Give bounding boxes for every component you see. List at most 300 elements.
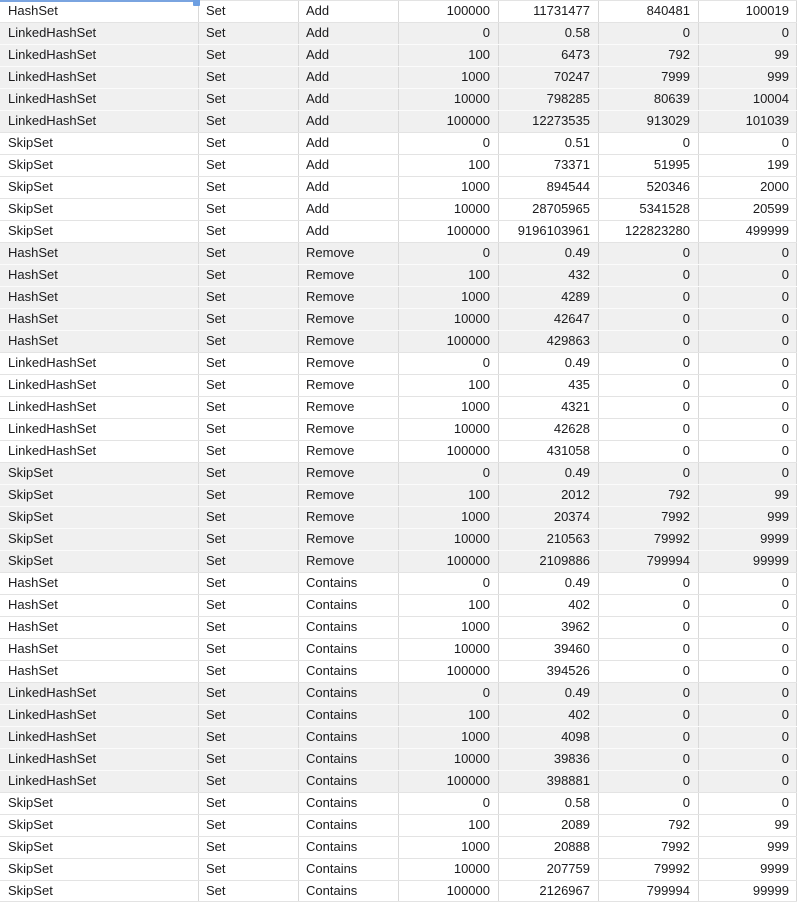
table-row[interactable]	[0, 572, 797, 594]
cell-collection[interactable]: LinkedHashSet	[0, 397, 199, 418]
cell-size[interactable]: 1000	[399, 67, 499, 88]
cell-metric-3[interactable]: 99	[699, 485, 797, 506]
cell-metric-1[interactable]: 431058	[499, 441, 599, 462]
cell-metric-1[interactable]: 0.49	[499, 683, 599, 704]
cell-metric-2[interactable]: 7999	[599, 67, 699, 88]
cell-collection[interactable]: SkipSet	[0, 485, 199, 506]
cell-collection[interactable]: HashSet	[0, 661, 199, 682]
cell-collection[interactable]: SkipSet	[0, 221, 199, 242]
cell-metric-1[interactable]: 402	[499, 705, 599, 726]
cell-category[interactable]: Set	[199, 573, 299, 594]
cell-metric-2[interactable]: 0	[599, 265, 699, 286]
cell-metric-1[interactable]: 394526	[499, 661, 599, 682]
cell-collection[interactable]: SkipSet	[0, 177, 199, 198]
cell-category[interactable]: Set	[199, 441, 299, 462]
cell-size[interactable]: 1000	[399, 837, 499, 858]
cell-metric-1[interactable]: 20888	[499, 837, 599, 858]
cell-operation[interactable]: Contains	[299, 661, 399, 682]
cell-metric-2[interactable]: 0	[599, 463, 699, 484]
cell-collection[interactable]: SkipSet	[0, 463, 199, 484]
cell-operation[interactable]: Contains	[299, 705, 399, 726]
cell-operation[interactable]: Contains	[299, 793, 399, 814]
cell-size[interactable]: 0	[399, 683, 499, 704]
cell-size[interactable]: 10000	[399, 859, 499, 880]
cell-operation[interactable]: Contains	[299, 639, 399, 660]
cell-operation[interactable]: Add	[299, 45, 399, 66]
cell-metric-2[interactable]: 7992	[599, 507, 699, 528]
cell-metric-1[interactable]: 39836	[499, 749, 599, 770]
cell-size[interactable]: 100000	[399, 331, 499, 352]
cell-operation[interactable]: Add	[299, 177, 399, 198]
cell-metric-1[interactable]: 42647	[499, 309, 599, 330]
cell-collection[interactable]: SkipSet	[0, 133, 199, 154]
cell-collection[interactable]: LinkedHashSet	[0, 771, 199, 792]
cell-category[interactable]: Set	[199, 485, 299, 506]
cell-metric-3[interactable]: 0	[699, 661, 797, 682]
cell-operation[interactable]: Add	[299, 23, 399, 44]
cell-category[interactable]: Set	[199, 749, 299, 770]
cell-collection[interactable]: LinkedHashSet	[0, 111, 199, 132]
table-row[interactable]	[0, 836, 797, 858]
table-row[interactable]	[0, 638, 797, 660]
cell-size[interactable]: 100	[399, 705, 499, 726]
table-row[interactable]	[0, 528, 797, 550]
cell-operation[interactable]: Contains	[299, 859, 399, 880]
cell-metric-3[interactable]: 999	[699, 67, 797, 88]
table-row[interactable]	[0, 726, 797, 748]
cell-metric-1[interactable]: 70247	[499, 67, 599, 88]
cell-category[interactable]: Set	[199, 463, 299, 484]
cell-metric-2[interactable]: 0	[599, 705, 699, 726]
cell-category[interactable]: Set	[199, 881, 299, 901]
cell-collection[interactable]: LinkedHashSet	[0, 441, 199, 462]
cell-metric-1[interactable]: 210563	[499, 529, 599, 550]
cell-operation[interactable]: Remove	[299, 529, 399, 550]
cell-metric-3[interactable]: 0	[699, 441, 797, 462]
cell-collection[interactable]: LinkedHashSet	[0, 683, 199, 704]
cell-size[interactable]: 100000	[399, 881, 499, 901]
cell-metric-3[interactable]: 199	[699, 155, 797, 176]
cell-operation[interactable]: Remove	[299, 397, 399, 418]
cell-metric-1[interactable]: 402	[499, 595, 599, 616]
cell-metric-3[interactable]: 0	[699, 793, 797, 814]
cell-size[interactable]: 0	[399, 573, 499, 594]
cell-metric-1[interactable]: 435	[499, 375, 599, 396]
cell-category[interactable]: Set	[199, 353, 299, 374]
cell-metric-1[interactable]: 4289	[499, 287, 599, 308]
cell-metric-2[interactable]: 913029	[599, 111, 699, 132]
cell-size[interactable]: 0	[399, 23, 499, 44]
cell-category[interactable]: Set	[199, 683, 299, 704]
table-row[interactable]	[0, 550, 797, 572]
cell-metric-2[interactable]: 0	[599, 639, 699, 660]
cell-size[interactable]: 100	[399, 595, 499, 616]
table-row[interactable]	[0, 484, 797, 506]
cell-size[interactable]: 1000	[399, 617, 499, 638]
cell-size[interactable]: 100	[399, 815, 499, 836]
cell-metric-1[interactable]: 2109886	[499, 551, 599, 572]
cell-collection[interactable]: LinkedHashSet	[0, 353, 199, 374]
cell-metric-3[interactable]: 0	[699, 243, 797, 264]
table-row[interactable]	[0, 704, 797, 726]
table-row[interactable]	[0, 242, 797, 264]
cell-collection[interactable]: SkipSet	[0, 793, 199, 814]
cell-collection[interactable]: LinkedHashSet	[0, 705, 199, 726]
cell-collection[interactable]: SkipSet	[0, 529, 199, 550]
cell-metric-3[interactable]: 99999	[699, 551, 797, 572]
table-row[interactable]	[0, 308, 797, 330]
cell-category[interactable]: Set	[199, 661, 299, 682]
cell-category[interactable]: Set	[199, 617, 299, 638]
cell-operation[interactable]: Add	[299, 89, 399, 110]
cell-selection-fill-handle[interactable]	[193, 0, 200, 6]
cell-metric-1[interactable]: 429863	[499, 331, 599, 352]
cell-size[interactable]: 0	[399, 463, 499, 484]
cell-metric-1[interactable]: 894544	[499, 177, 599, 198]
cell-operation[interactable]: Remove	[299, 507, 399, 528]
table-row[interactable]	[0, 22, 797, 44]
cell-metric-3[interactable]: 499999	[699, 221, 797, 242]
cell-metric-3[interactable]: 999	[699, 507, 797, 528]
cell-collection[interactable]: LinkedHashSet	[0, 419, 199, 440]
cell-metric-1[interactable]: 0.49	[499, 243, 599, 264]
cell-metric-1[interactable]: 2089	[499, 815, 599, 836]
cell-metric-1[interactable]: 0.49	[499, 463, 599, 484]
cell-collection[interactable]: HashSet	[0, 287, 199, 308]
table-row[interactable]	[0, 748, 797, 770]
cell-metric-3[interactable]: 0	[699, 265, 797, 286]
cell-operation[interactable]: Remove	[299, 309, 399, 330]
cell-category[interactable]: Set	[199, 639, 299, 660]
cell-collection[interactable]: SkipSet	[0, 837, 199, 858]
cell-operation[interactable]: Add	[299, 155, 399, 176]
cell-metric-3[interactable]: 0	[699, 595, 797, 616]
cell-size[interactable]: 1000	[399, 177, 499, 198]
table-row[interactable]	[0, 352, 797, 374]
cell-metric-2[interactable]: 0	[599, 749, 699, 770]
cell-metric-1[interactable]: 9196103961	[499, 221, 599, 242]
cell-size[interactable]: 10000	[399, 529, 499, 550]
cell-size[interactable]: 100000	[399, 1, 499, 22]
cell-collection[interactable]: HashSet	[0, 1, 199, 22]
cell-size[interactable]: 10000	[399, 419, 499, 440]
cell-metric-3[interactable]: 0	[699, 419, 797, 440]
cell-metric-2[interactable]: 0	[599, 661, 699, 682]
cell-metric-2[interactable]: 792	[599, 815, 699, 836]
cell-metric-3[interactable]: 0	[699, 617, 797, 638]
table-row[interactable]	[0, 858, 797, 880]
cell-collection[interactable]: LinkedHashSet	[0, 67, 199, 88]
cell-metric-2[interactable]: 122823280	[599, 221, 699, 242]
cell-metric-3[interactable]: 0	[699, 397, 797, 418]
cell-operation[interactable]: Remove	[299, 353, 399, 374]
cell-size[interactable]: 100000	[399, 111, 499, 132]
cell-size[interactable]: 100000	[399, 771, 499, 792]
cell-metric-2[interactable]: 7992	[599, 837, 699, 858]
cell-metric-1[interactable]: 4098	[499, 727, 599, 748]
cell-operation[interactable]: Remove	[299, 287, 399, 308]
cell-operation[interactable]: Remove	[299, 265, 399, 286]
cell-metric-3[interactable]: 0	[699, 353, 797, 374]
cell-category[interactable]: Set	[199, 155, 299, 176]
cell-size[interactable]: 10000	[399, 309, 499, 330]
cell-collection[interactable]: HashSet	[0, 639, 199, 660]
cell-metric-2[interactable]: 0	[599, 287, 699, 308]
cell-metric-2[interactable]: 0	[599, 617, 699, 638]
cell-metric-1[interactable]: 798285	[499, 89, 599, 110]
cell-operation[interactable]: Remove	[299, 419, 399, 440]
cell-category[interactable]: Set	[199, 199, 299, 220]
cell-operation[interactable]: Add	[299, 133, 399, 154]
cell-category[interactable]: Set	[199, 243, 299, 264]
cell-metric-3[interactable]: 0	[699, 727, 797, 748]
table-row[interactable]	[0, 418, 797, 440]
cell-category[interactable]: Set	[199, 507, 299, 528]
cell-collection[interactable]: SkipSet	[0, 199, 199, 220]
cell-operation[interactable]: Remove	[299, 243, 399, 264]
table-row[interactable]	[0, 462, 797, 484]
cell-metric-1[interactable]: 6473	[499, 45, 599, 66]
cell-metric-2[interactable]: 5341528	[599, 199, 699, 220]
table-row[interactable]	[0, 66, 797, 88]
cell-metric-3[interactable]: 0	[699, 463, 797, 484]
cell-operation[interactable]: Add	[299, 199, 399, 220]
cell-metric-2[interactable]: 80639	[599, 89, 699, 110]
cell-category[interactable]: Set	[199, 89, 299, 110]
cell-category[interactable]: Set	[199, 23, 299, 44]
cell-metric-2[interactable]: 0	[599, 595, 699, 616]
cell-category[interactable]: Set	[199, 221, 299, 242]
cell-size[interactable]: 100000	[399, 441, 499, 462]
cell-operation[interactable]: Contains	[299, 837, 399, 858]
cell-metric-3[interactable]: 0	[699, 287, 797, 308]
cell-metric-2[interactable]: 0	[599, 793, 699, 814]
cell-metric-2[interactable]: 520346	[599, 177, 699, 198]
table-row[interactable]	[0, 220, 797, 242]
cell-collection[interactable]: LinkedHashSet	[0, 23, 199, 44]
cell-operation[interactable]: Contains	[299, 573, 399, 594]
cell-collection[interactable]: HashSet	[0, 265, 199, 286]
cell-metric-1[interactable]: 20374	[499, 507, 599, 528]
cell-operation[interactable]: Remove	[299, 485, 399, 506]
cell-metric-1[interactable]: 3962	[499, 617, 599, 638]
cell-category[interactable]: Set	[199, 529, 299, 550]
cell-metric-2[interactable]: 0	[599, 331, 699, 352]
cell-metric-2[interactable]: 0	[599, 771, 699, 792]
cell-operation[interactable]: Remove	[299, 441, 399, 462]
cell-metric-1[interactable]: 39460	[499, 639, 599, 660]
cell-metric-2[interactable]: 799994	[599, 881, 699, 901]
cell-metric-1[interactable]: 0.51	[499, 133, 599, 154]
cell-metric-1[interactable]: 432	[499, 265, 599, 286]
cell-metric-2[interactable]: 0	[599, 375, 699, 396]
cell-category[interactable]: Set	[199, 177, 299, 198]
cell-metric-3[interactable]: 99	[699, 815, 797, 836]
cell-metric-1[interactable]: 11731477	[499, 1, 599, 22]
cell-category[interactable]: Set	[199, 705, 299, 726]
cell-metric-1[interactable]: 73371	[499, 155, 599, 176]
cell-collection[interactable]: LinkedHashSet	[0, 749, 199, 770]
cell-collection[interactable]: SkipSet	[0, 551, 199, 572]
cell-category[interactable]: Set	[199, 727, 299, 748]
cell-metric-3[interactable]: 100019	[699, 1, 797, 22]
cell-metric-2[interactable]: 0	[599, 243, 699, 264]
cell-operation[interactable]: Contains	[299, 617, 399, 638]
cell-metric-1[interactable]: 28705965	[499, 199, 599, 220]
cell-collection[interactable]: LinkedHashSet	[0, 89, 199, 110]
cell-operation[interactable]: Contains	[299, 815, 399, 836]
cell-metric-3[interactable]: 0	[699, 771, 797, 792]
cell-operation[interactable]: Contains	[299, 727, 399, 748]
cell-metric-2[interactable]: 799994	[599, 551, 699, 572]
table-row[interactable]	[0, 176, 797, 198]
cell-collection[interactable]: LinkedHashSet	[0, 375, 199, 396]
cell-metric-2[interactable]: 792	[599, 485, 699, 506]
cell-operation[interactable]: Contains	[299, 595, 399, 616]
cell-size[interactable]: 0	[399, 353, 499, 374]
cell-metric-3[interactable]: 99	[699, 45, 797, 66]
cell-metric-1[interactable]: 4321	[499, 397, 599, 418]
cell-category[interactable]: Set	[199, 111, 299, 132]
cell-size[interactable]: 100	[399, 265, 499, 286]
cell-metric-3[interactable]: 0	[699, 331, 797, 352]
cell-metric-2[interactable]: 0	[599, 133, 699, 154]
cell-metric-2[interactable]: 0	[599, 309, 699, 330]
cell-size[interactable]: 10000	[399, 199, 499, 220]
cell-metric-3[interactable]: 0	[699, 639, 797, 660]
cell-metric-3[interactable]: 0	[699, 705, 797, 726]
cell-category[interactable]: Set	[199, 837, 299, 858]
cell-metric-2[interactable]: 0	[599, 419, 699, 440]
cell-operation[interactable]: Contains	[299, 881, 399, 901]
cell-metric-3[interactable]: 999	[699, 837, 797, 858]
cell-size[interactable]: 10000	[399, 749, 499, 770]
table-row[interactable]	[0, 396, 797, 418]
cell-collection[interactable]: SkipSet	[0, 507, 199, 528]
cell-collection[interactable]: HashSet	[0, 331, 199, 352]
table-row[interactable]	[0, 0, 797, 22]
cell-metric-1[interactable]: 207759	[499, 859, 599, 880]
cell-size[interactable]: 1000	[399, 287, 499, 308]
cell-operation[interactable]: Contains	[299, 771, 399, 792]
cell-operation[interactable]: Add	[299, 221, 399, 242]
cell-size[interactable]: 1000	[399, 727, 499, 748]
cell-size[interactable]: 100	[399, 375, 499, 396]
cell-metric-2[interactable]: 51995	[599, 155, 699, 176]
cell-collection[interactable]: SkipSet	[0, 859, 199, 880]
cell-metric-1[interactable]: 2126967	[499, 881, 599, 901]
cell-category[interactable]: Set	[199, 331, 299, 352]
cell-category[interactable]: Set	[199, 45, 299, 66]
cell-category[interactable]: Set	[199, 309, 299, 330]
cell-operation[interactable]: Contains	[299, 683, 399, 704]
cell-collection[interactable]: HashSet	[0, 573, 199, 594]
cell-size[interactable]: 100000	[399, 551, 499, 572]
cell-collection[interactable]: LinkedHashSet	[0, 45, 199, 66]
table-row[interactable]	[0, 770, 797, 792]
table-row[interactable]	[0, 792, 797, 814]
cell-metric-3[interactable]: 0	[699, 749, 797, 770]
cell-category[interactable]: Set	[199, 265, 299, 286]
table-row[interactable]	[0, 88, 797, 110]
cell-size[interactable]: 1000	[399, 397, 499, 418]
cell-category[interactable]: Set	[199, 815, 299, 836]
cell-operation[interactable]: Add	[299, 111, 399, 132]
cell-size[interactable]: 0	[399, 133, 499, 154]
cell-size[interactable]: 0	[399, 243, 499, 264]
cell-collection[interactable]: HashSet	[0, 617, 199, 638]
cell-metric-2[interactable]: 0	[599, 353, 699, 374]
table-row[interactable]	[0, 660, 797, 682]
cell-metric-3[interactable]: 99999	[699, 881, 797, 901]
cell-metric-3[interactable]: 10004	[699, 89, 797, 110]
cell-size[interactable]: 100000	[399, 661, 499, 682]
cell-metric-3[interactable]: 0	[699, 309, 797, 330]
cell-metric-2[interactable]: 0	[599, 573, 699, 594]
cell-size[interactable]: 100	[399, 45, 499, 66]
cell-category[interactable]: Set	[199, 397, 299, 418]
cell-category[interactable]: Set	[199, 133, 299, 154]
cell-metric-3[interactable]: 9999	[699, 859, 797, 880]
table-row[interactable]	[0, 594, 797, 616]
cell-metric-2[interactable]: 0	[599, 441, 699, 462]
cell-metric-1[interactable]: 398881	[499, 771, 599, 792]
cell-category[interactable]: Set	[199, 793, 299, 814]
cell-metric-2[interactable]: 0	[599, 683, 699, 704]
table-row[interactable]	[0, 286, 797, 308]
cell-operation[interactable]: Add	[299, 67, 399, 88]
cell-size[interactable]: 0	[399, 793, 499, 814]
table-row[interactable]	[0, 440, 797, 462]
table-row[interactable]	[0, 330, 797, 352]
cell-metric-1[interactable]: 12273535	[499, 111, 599, 132]
cell-category[interactable]: Set	[199, 287, 299, 308]
cell-operation[interactable]: Add	[299, 1, 399, 22]
table-row[interactable]	[0, 198, 797, 220]
cell-metric-3[interactable]: 0	[699, 375, 797, 396]
cell-collection[interactable]: HashSet	[0, 309, 199, 330]
table-row[interactable]	[0, 264, 797, 286]
cell-category[interactable]: Set	[199, 419, 299, 440]
cell-size[interactable]: 1000	[399, 507, 499, 528]
cell-operation[interactable]: Remove	[299, 375, 399, 396]
cell-metric-2[interactable]: 0	[599, 727, 699, 748]
cell-metric-3[interactable]: 9999	[699, 529, 797, 550]
cell-metric-3[interactable]: 2000	[699, 177, 797, 198]
cell-metric-2[interactable]: 0	[599, 23, 699, 44]
cell-category[interactable]: Set	[199, 1, 299, 22]
cell-operation[interactable]: Remove	[299, 463, 399, 484]
cell-category[interactable]: Set	[199, 67, 299, 88]
table-row[interactable]	[0, 506, 797, 528]
cell-metric-1[interactable]: 2012	[499, 485, 599, 506]
cell-category[interactable]: Set	[199, 595, 299, 616]
table-row[interactable]	[0, 814, 797, 836]
cell-metric-3[interactable]: 0	[699, 573, 797, 594]
cell-category[interactable]: Set	[199, 551, 299, 572]
cell-operation[interactable]: Remove	[299, 331, 399, 352]
cell-size[interactable]: 10000	[399, 89, 499, 110]
cell-metric-1[interactable]: 0.58	[499, 23, 599, 44]
cell-metric-3[interactable]: 0	[699, 683, 797, 704]
cell-category[interactable]: Set	[199, 771, 299, 792]
table-row[interactable]	[0, 132, 797, 154]
cell-metric-1[interactable]: 0.58	[499, 793, 599, 814]
cell-size[interactable]: 100000	[399, 221, 499, 242]
cell-operation[interactable]: Contains	[299, 749, 399, 770]
cell-size[interactable]: 100	[399, 155, 499, 176]
table-row[interactable]	[0, 374, 797, 396]
